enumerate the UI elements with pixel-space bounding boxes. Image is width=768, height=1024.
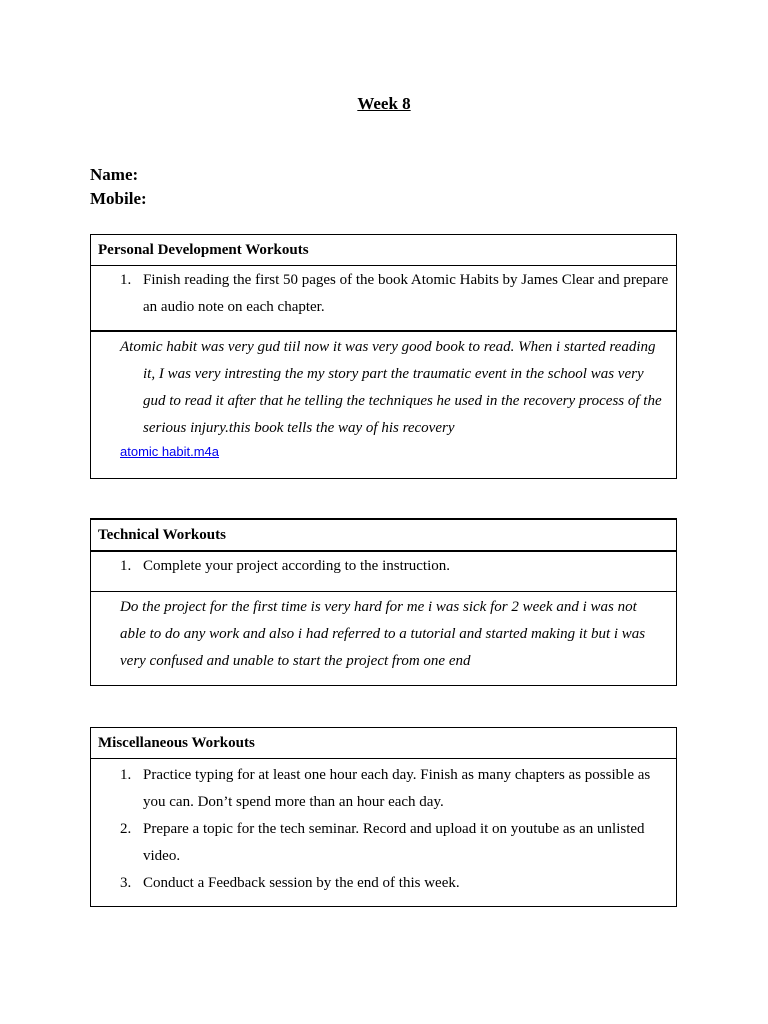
- list-item: [91, 870, 676, 897]
- list-item: [91, 267, 676, 321]
- response-text: Atomic habit was very gud tiil now it was very good book to read. When i started reading it, I was very intresting the my story part the traumatic event in the school was very gud to read it after that he telling the techniques he used in the recovery process of the serious injury.this book tells the way of his recovery: [120, 339, 662, 436]
- miscellaneous-section: [90, 727, 677, 907]
- section-header: Technical Workouts: [91, 520, 676, 552]
- task-list: [91, 762, 676, 897]
- task-list: [91, 267, 676, 321]
- task-number: 3.: [120, 875, 132, 891]
- response-block: [91, 332, 676, 461]
- task-list: [91, 553, 676, 580]
- task-text: Complete your project according to the instruction.: [143, 558, 451, 574]
- response-block: [91, 592, 676, 675]
- task-text: Practice typing for at least one hour each day. Finish as many chapters as possible as you can. Don’t spend more than an hour each day.: [143, 767, 651, 810]
- list-item: [91, 816, 676, 870]
- personal-development-section: [90, 234, 677, 479]
- technical-section: [90, 518, 677, 686]
- response-text: Do the project for the first time is very hard for me i was sick for 2 week and i was not able to do any work and also i had referred to a tutorial and started making it but i was very confused and unable to start the project from one end: [120, 599, 646, 669]
- attachment-row: [120, 443, 666, 461]
- list-item: [91, 553, 676, 580]
- task-number: 2.: [120, 821, 132, 837]
- section-header: Miscellaneous Workouts: [91, 728, 676, 759]
- task-text: Prepare a topic for the tech seminar. Record and upload it on youtube as an unlisted video.: [143, 821, 645, 864]
- task-block: [91, 552, 676, 592]
- page-title: Week 8: [357, 94, 411, 113]
- task-block: [91, 266, 676, 332]
- mobile-label: Mobile:: [90, 189, 147, 208]
- task-number: 1.: [120, 272, 132, 288]
- list-item: [91, 762, 676, 816]
- task-number: 1.: [120, 767, 132, 783]
- task-text: Conduct a Feedback session by the end of this week.: [143, 875, 460, 891]
- task-text: Finish reading the first 50 pages of the book Atomic Habits by James Clear and prepare an audio note on each chapter.: [143, 272, 669, 315]
- audio-attachment-link[interactable]: atomic habit.m4a: [120, 444, 219, 459]
- task-block: [91, 759, 676, 897]
- task-number: 1.: [120, 558, 132, 574]
- section-header: Personal Development Workouts: [91, 235, 676, 266]
- name-label: Name:: [90, 165, 139, 184]
